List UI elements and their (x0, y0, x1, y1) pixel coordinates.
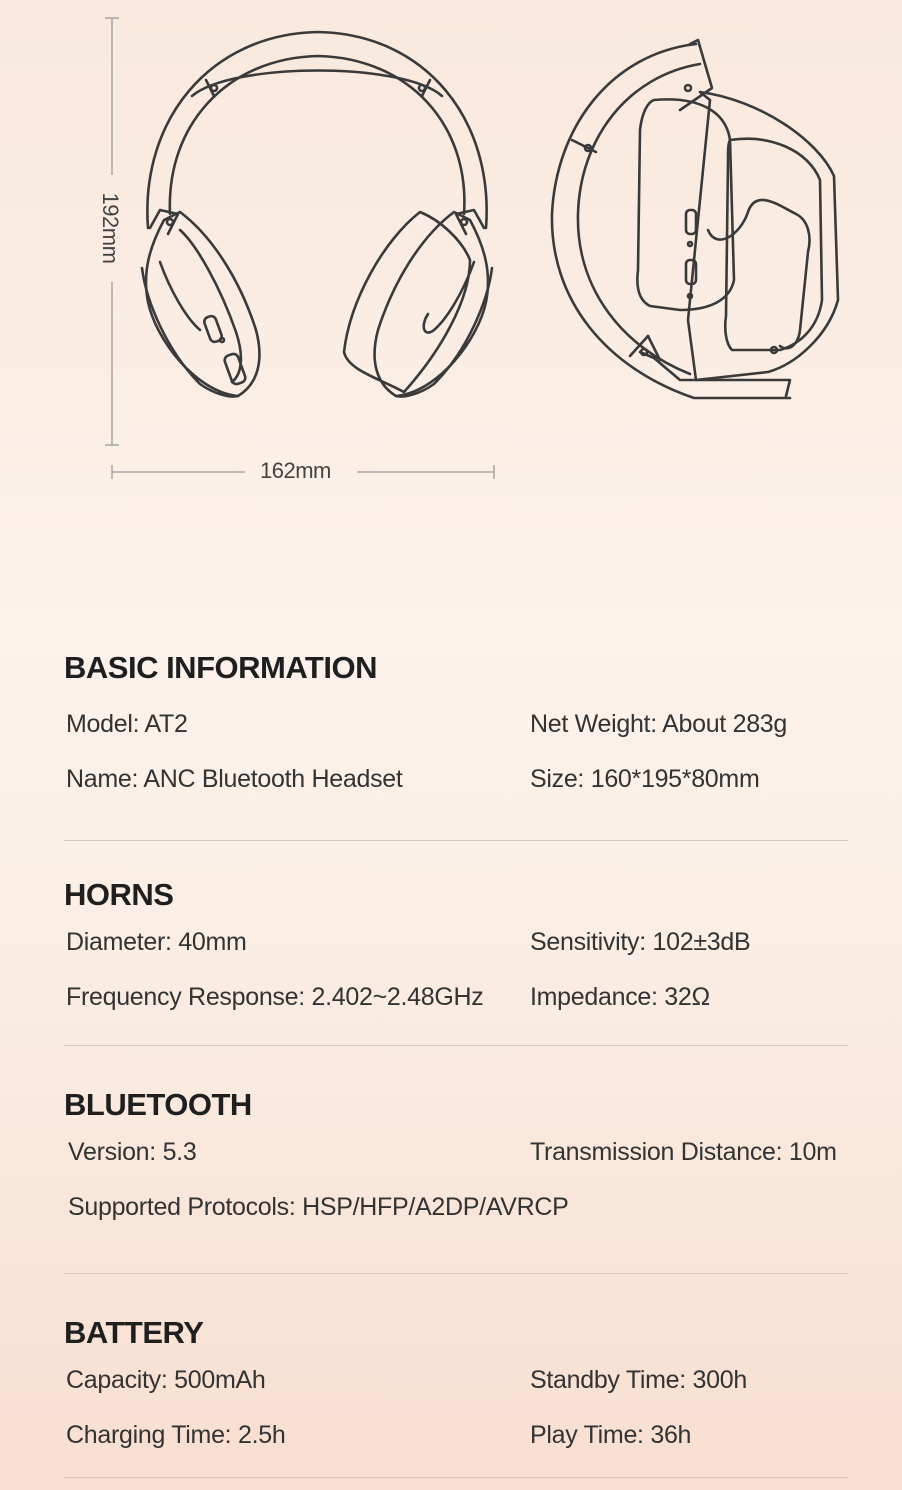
spec-name: Name: ANC Bluetooth Headset (66, 765, 403, 793)
height-dimension-label: 192mm (98, 192, 123, 264)
spec-supported-protocols: Supported Protocols: HSP/HFP/A2DP/AVRCP (68, 1193, 569, 1221)
spec-version: Version: 5.3 (68, 1138, 197, 1166)
spec-size: Size: 160*195*80mm (530, 765, 760, 793)
spec-standby-time: Standby Time: 300h (530, 1366, 747, 1394)
spec-frequency-response: Frequency Response: 2.402~2.48GHz (66, 983, 484, 1011)
divider (64, 1477, 848, 1478)
spec-diameter: Diameter: 40mm (66, 928, 247, 956)
divider (64, 1045, 848, 1046)
spec-sensitivity: Sensitivity: 102±3dB (530, 928, 751, 956)
spec-net-weight: Net Weight: About 283g (530, 710, 788, 738)
section-title: BASIC INFORMATION (64, 650, 377, 685)
headphone-diagram (0, 0, 902, 520)
section-title: BATTERY (64, 1315, 204, 1350)
headphone-folded-view (552, 40, 838, 398)
spec-transmission-distance: Transmission Distance: 10m (530, 1138, 837, 1166)
headphone-front-view (142, 32, 492, 397)
width-dimension-label: 162mm (260, 458, 331, 483)
section-title: HORNS (64, 877, 174, 912)
spec-charging-time: Charging Time: 2.5h (66, 1421, 286, 1449)
spec-capacity: Capacity: 500mAh (66, 1366, 266, 1394)
section-title: BLUETOOTH (64, 1087, 252, 1122)
spec-model: Model: AT2 (66, 710, 188, 738)
spec-play-time: Play Time: 36h (530, 1421, 692, 1449)
divider (64, 1273, 848, 1274)
spec-impedance: Impedance: 32Ω (530, 983, 710, 1011)
divider (64, 840, 848, 841)
